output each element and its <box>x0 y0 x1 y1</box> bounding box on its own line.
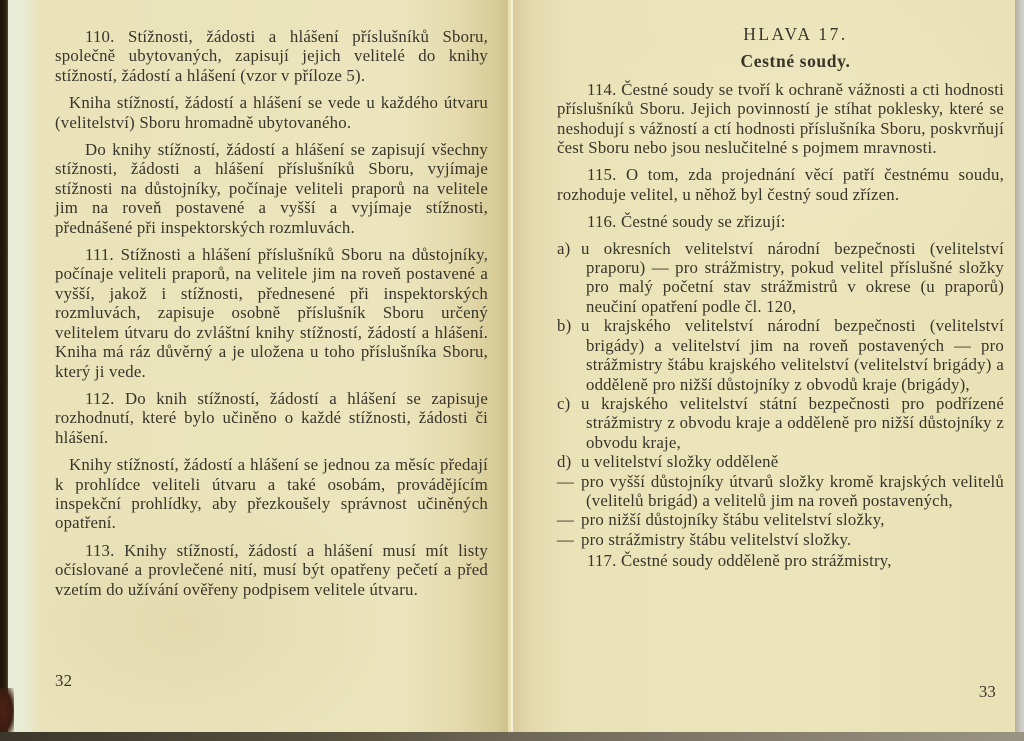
list-item-dash-3 <box>557 530 1004 549</box>
paragraph-114: 114. Čestné soudy se tvoří k ochraně vážnosti a cti hodnosti příslušníků Sboru. Jejich povinností je stíhat poklesky, které se neshodují s vážností a ctí hodnosti příslušníka Sboru, poskvrňují čest Sboru nebo jsou neslučitelné s pojmem mravnosti. <box>557 79 1004 158</box>
list-item-text: u krajského velitelství národní bezpečnosti (velitelství brigády) a velitelství jim na roveň postavených — pro strážmistry štábu krajského velitelství (velitelství brigády) a odděleně pro nižší důstojníky z obvodů kraje (brigády), <box>581 316 1004 394</box>
list-item-a <box>557 239 1004 317</box>
paragraph-110: 110. Stížnosti, žádosti a hlášení příslušníků Sboru, společně ubytovaných, zapisují jejich velitelé do knihy stížností, žádostí a hlášení (vzor v příloze 5). <box>55 27 488 85</box>
list-item-label: d) <box>557 452 572 472</box>
list-item-text: pro vyšší důstojníky útvarů složky kromě krajských velitelů (velitelů brigád) a velitelů jim na roveň postavených, <box>581 471 1004 510</box>
list-item-dash-1 <box>557 472 1004 511</box>
paragraph-do-knihy: Do knihy stížností, žádostí a hlášení se zapisují všechny stížnosti, žádosti a hlášení příslušníků Sboru, vyjímaje stížnosti na důstojníky, počínaje veliteli praporů na velitele jim na roveň postavené a vyšší a vyjímaje stížnosti, přednášené při inspektorských rozmluvách. <box>55 140 488 237</box>
paragraph-112: 112. Do knih stížností, žádostí a hlášení se zapisuje rozhodnutí, které bylo učiněno o každé stížnosti, žádosti či hlášení. <box>55 388 488 447</box>
page-left <box>42 0 508 733</box>
chapter-heading: HLAVA 17. <box>743 24 848 44</box>
scan-edge-underpage <box>8 0 46 741</box>
page-right <box>511 0 1018 733</box>
paragraph-knihy: Knihy stížností, žádostí a hlášení se jednou za měsíc předají k prohlídce veliteli útvaru a také osobám, provádějícím inspekční prohlídky, aby přezkoušely správnost učiněných opatření. <box>55 455 488 533</box>
scan-edge-bottom <box>0 732 1024 741</box>
list-item-text: u krajského velitelství státní bezpečnosti pro podřízené strážmistry z obvodu kraje a odděleně pro nižší důstojníky z obvodu kraje, <box>581 393 1004 452</box>
scan-edge-left <box>0 0 8 741</box>
page-number-left: 32 <box>55 670 73 690</box>
scan-stain <box>0 688 14 734</box>
paragraph-116: 116. Čestné soudy se zřizují: <box>587 212 786 232</box>
list-item-b <box>557 316 1004 394</box>
dash-label: — <box>557 529 574 549</box>
paragraph-kniha: Kniha stížností, žádostí a hlášení se vede u každého útvaru (velitelství) Sboru hromadně ubytovaného. <box>55 93 488 132</box>
page-number-right: 33 <box>978 681 996 701</box>
dash-label: — <box>557 510 574 530</box>
left-text-column <box>42 0 508 599</box>
paragraph-113: 113. Knihy stížností, žádostí a hlášení musí mít listy očíslované a provlečené nití, musí být opatřeny pečetí a před vzetím do užívání ověřeny podpisem velitele útvaru. <box>55 540 488 599</box>
list-item-dash-2 <box>557 510 1004 529</box>
list-item-d <box>557 452 1004 471</box>
chapter-title: Cestné soudy. <box>740 51 851 72</box>
paragraph-117: 117. Čestné soudy odděleně pro strážmistry, <box>587 551 892 571</box>
list-item-text: pro nižší důstojníky štábu velitelství složky, <box>581 510 885 530</box>
dash-label: — <box>557 471 574 491</box>
list-item-text: pro strážmistry štábu velitelství složky. <box>581 529 852 549</box>
list-item-label: c) <box>557 393 571 413</box>
list-item-label: b) <box>557 316 572 336</box>
paragraph-111: 111. Stížnosti a hlášení příslušníků Sboru na důstojníky, počínaje veliteli praporů, na velitele jim na roveň postavené a vyšší, jakož i stížnosti, přednesené při inspektorských rozmluvách, zapisuje osobně příslušník Sboru určený velitelem útvaru do zvláštní knihy stížností, žádostí a hlášení. Kniha má ráz důvěrný a je uložena u toho příslušníka Sboru, který ji vede. <box>55 245 488 381</box>
list-item-c <box>557 394 1004 452</box>
list-item-label: a) <box>557 238 571 258</box>
list-item-text: u velitelství složky odděleně <box>581 452 779 472</box>
list-item-text: u okresních velitelství národní bezpečnosti (velitelství praporu) — pro strážmistry, pokud velitel příslušné složky pro malý početní stav strážmistrů v okrese (u praporů) neučiní opatření podle čl. 120, <box>581 238 1004 316</box>
right-text-column <box>513 0 1018 571</box>
scan-edge-right <box>1015 0 1024 741</box>
paragraph-115: 115. O tom, zda projednání věcí patří čestnému soudu, rozhoduje velitel, u něhož byl čestný soud zřízen. <box>557 165 1004 204</box>
